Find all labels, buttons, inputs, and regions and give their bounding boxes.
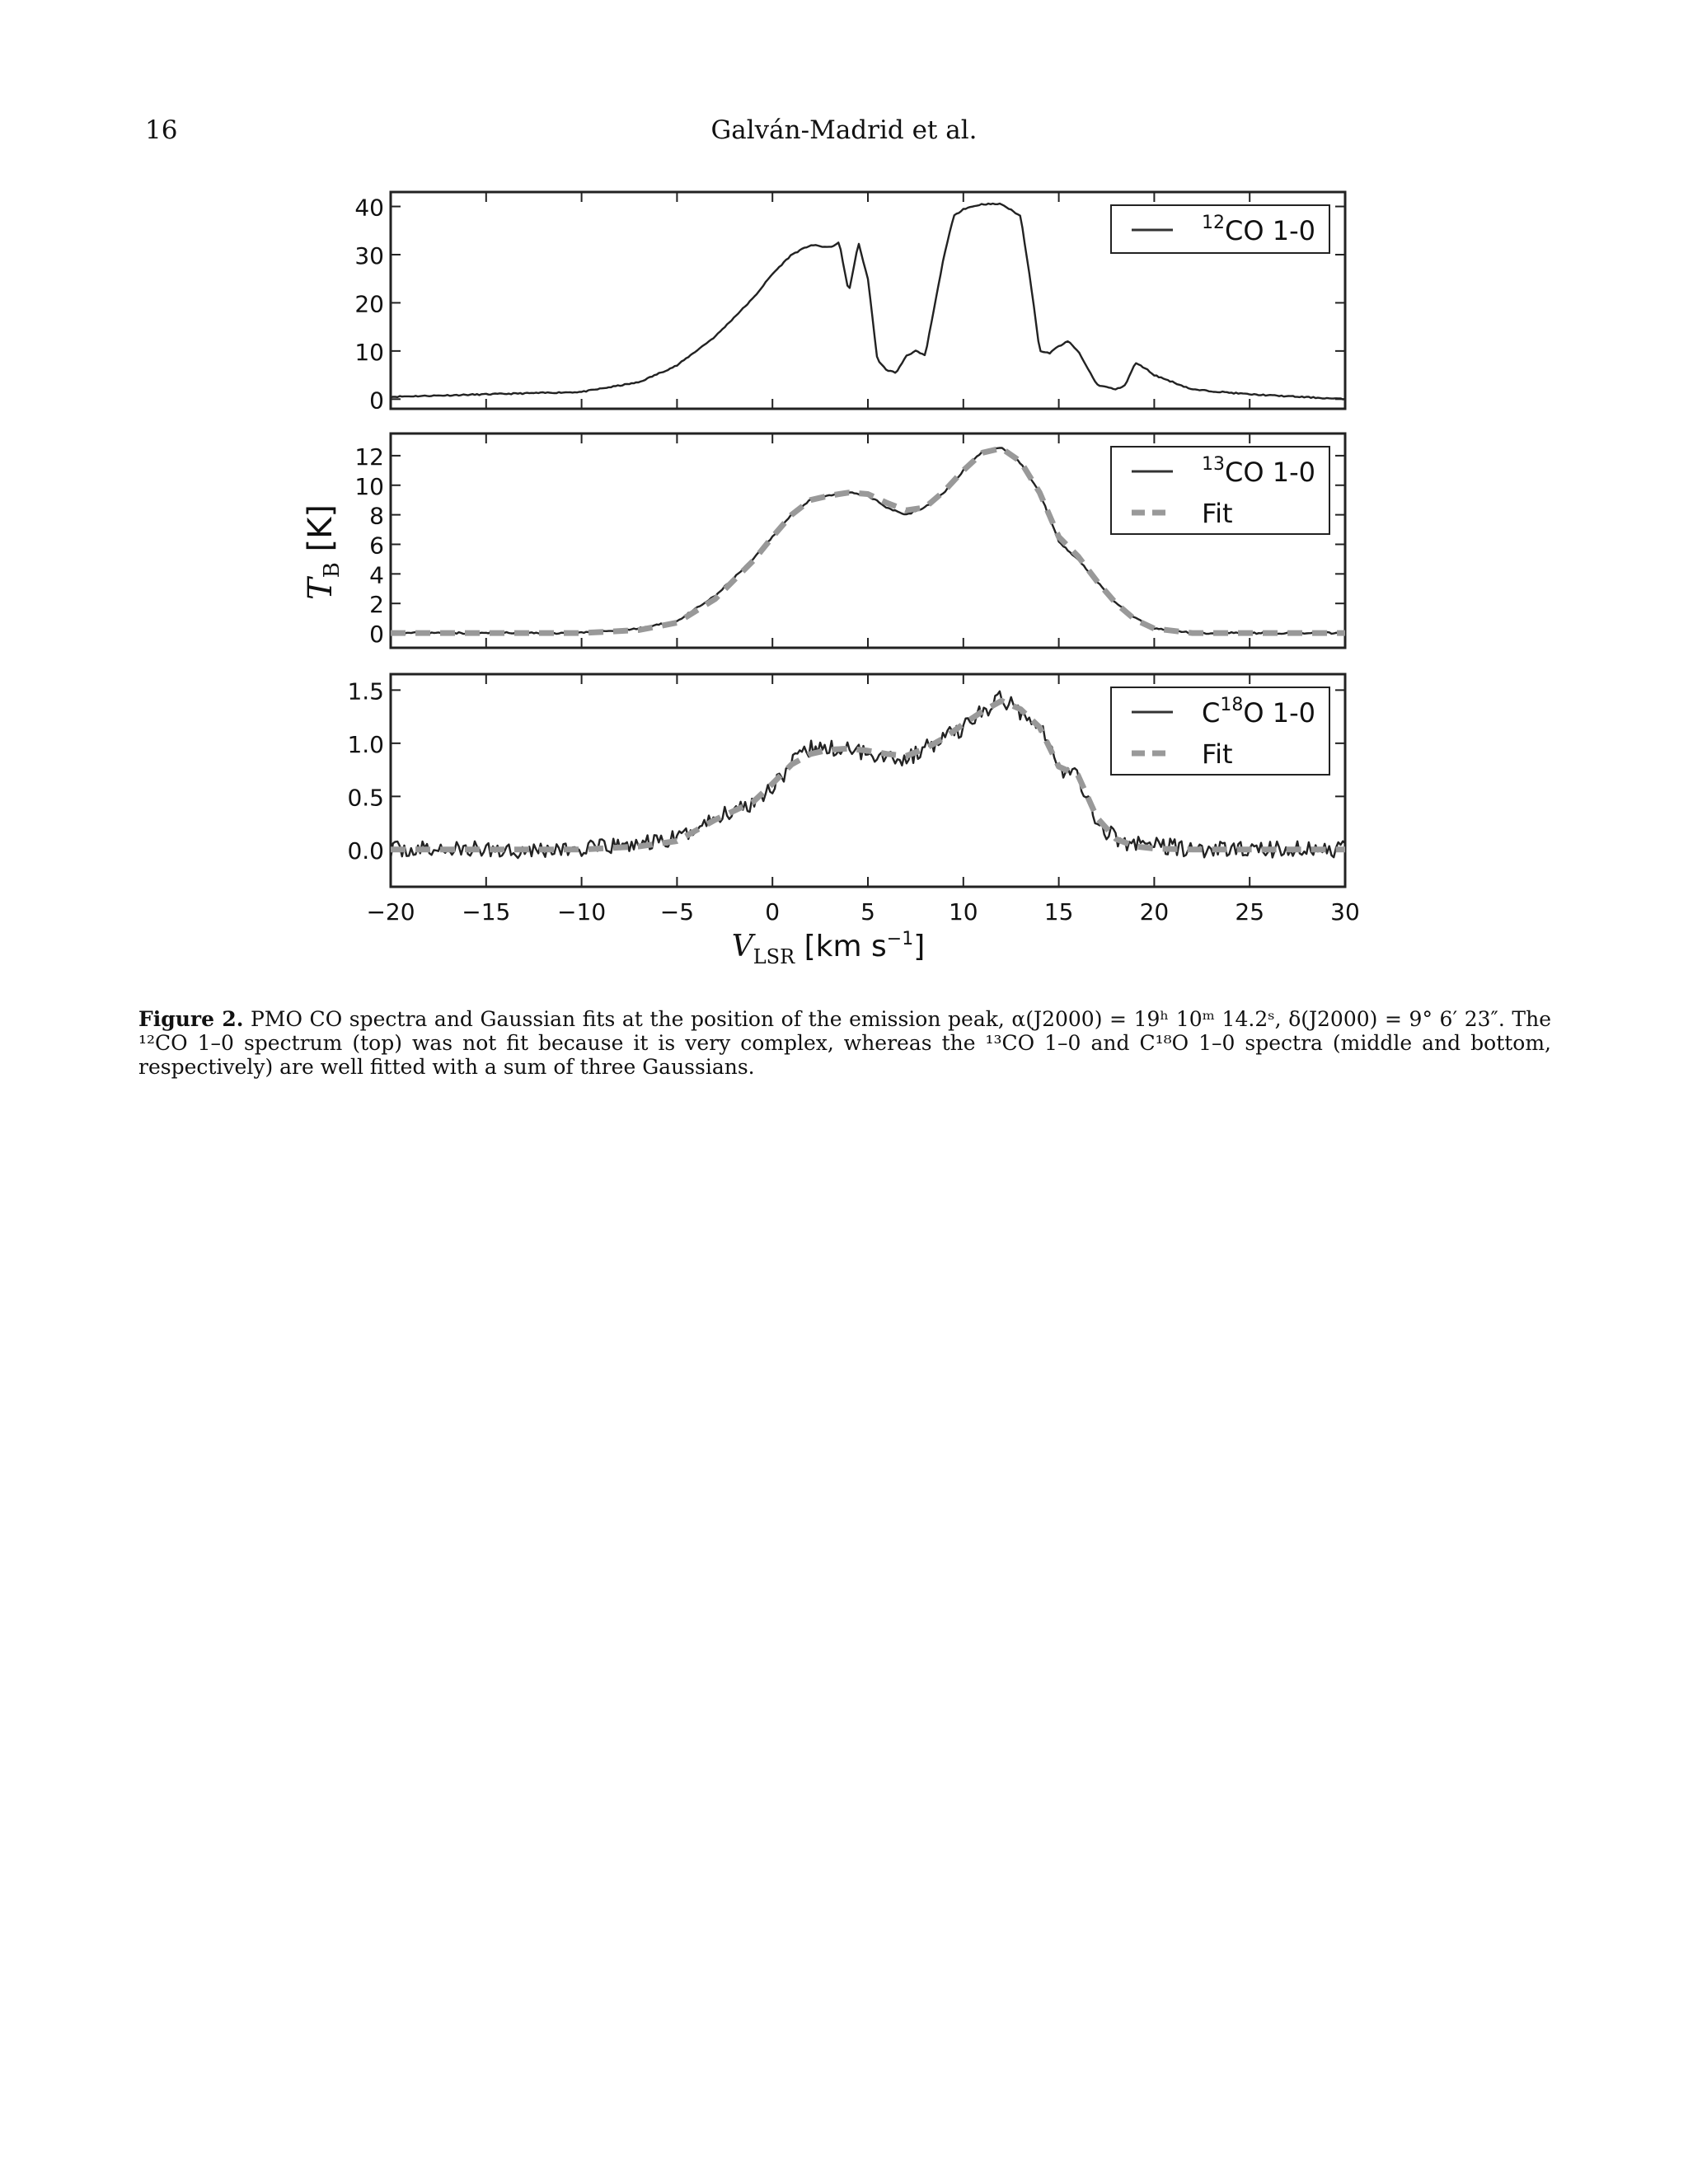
y-tick-label: 0.0 (347, 837, 384, 865)
x-tick-label: −20 (366, 898, 415, 926)
x-tick-label: −5 (659, 898, 695, 926)
figure-caption (138, 1007, 1551, 1079)
y-tick-label: 2 (369, 591, 384, 619)
panel-bottom (347, 674, 1359, 926)
y-tick-label: 1.5 (347, 677, 384, 705)
x-tick-label: −10 (557, 898, 607, 926)
x-tick-label: 10 (948, 898, 978, 926)
y-tick-label: 10 (354, 338, 384, 366)
x-tick-label: 30 (1330, 898, 1360, 926)
legend-label: $^{12}$CO 1-0 (1202, 213, 1315, 246)
y-tick-label: 20 (354, 290, 384, 318)
y-tick-label: 10 (354, 472, 384, 500)
y-tick-label: 1.0 (347, 730, 384, 758)
legend-label: $C^{18}O$ 1-0 (1202, 695, 1315, 729)
x-axis-label: $V_{LSR}$ [km $s^{-1}$] (731, 929, 926, 968)
y-tick-label: 0.5 (347, 784, 384, 812)
legend-label: Fit (1202, 498, 1233, 529)
x-tick-label: 25 (1235, 898, 1265, 926)
y-tick-label: 6 (369, 532, 384, 560)
x-tick-label: 20 (1139, 898, 1170, 926)
legend-top (1111, 205, 1329, 253)
legend-label: $^{13}$CO 1-0 (1202, 454, 1315, 488)
panel-middle (354, 434, 1345, 648)
caption-label: Figure 2. (138, 1007, 244, 1031)
y-tick-label: 8 (369, 502, 384, 530)
legend-label: Fit (1202, 738, 1233, 770)
y-tick-label: 0 (369, 387, 384, 415)
legend-bottom (1111, 687, 1329, 775)
x-tick-label: 15 (1043, 898, 1074, 926)
x-tick-label: 0 (765, 898, 781, 926)
y-tick-label: 40 (354, 194, 384, 222)
page-number: 16 (145, 115, 178, 145)
legend-middle (1111, 447, 1329, 534)
spectra-figure (0, 0, 1688, 989)
y-axis-label: $T_B$ [K] (302, 504, 345, 600)
y-tick-label: 30 (354, 241, 384, 269)
x-tick-label: −15 (462, 898, 511, 926)
x-tick-label: 5 (860, 898, 875, 926)
y-tick-label: 0 (369, 621, 384, 649)
y-tick-label: 12 (354, 443, 384, 471)
caption-text: PMO CO spectra and Gaussian fits at the position of the emission peak, α(J2000) = 19ʰ 10ᵐ 14.2ˢ, δ(J2000) = 9° 6′ 23″. The ¹²CO 1–0 spectrum (top) was not fit because it is very complex, whereas the ¹³CO 1–0 and C¹⁸O 1–0 spectra (middle and bottom, respectively) are well fitted with a sum of three Gaussians. (138, 1007, 1551, 1079)
panel-top (354, 192, 1345, 414)
y-tick-label: 4 (369, 561, 384, 589)
running-head: Galván-Madrid et al. (710, 115, 978, 145)
